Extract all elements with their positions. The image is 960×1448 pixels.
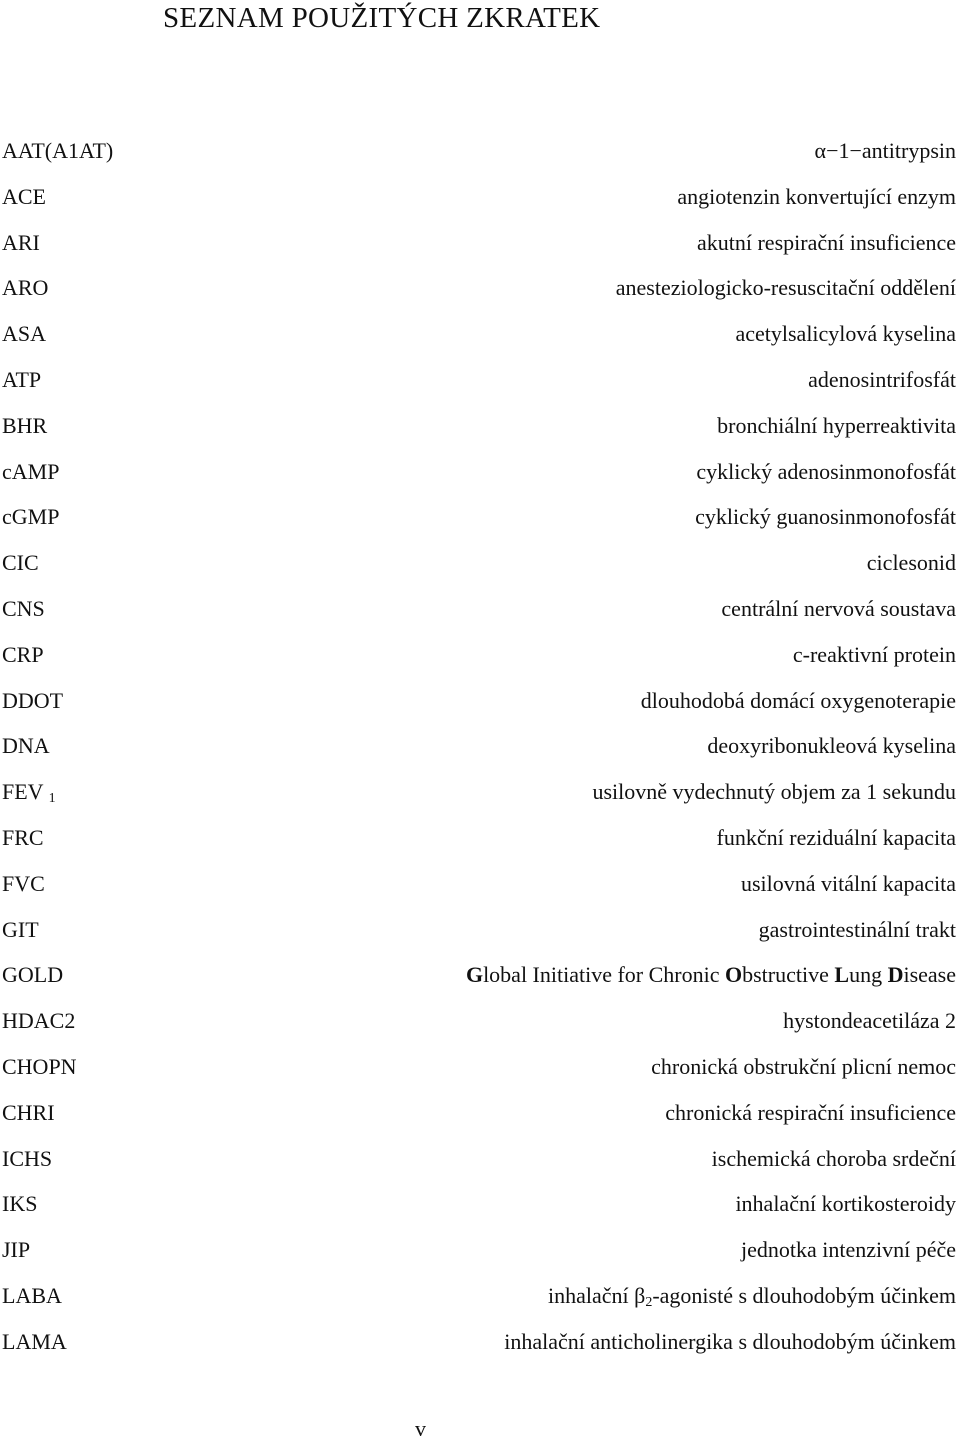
abbreviation-row: [0, 1090, 960, 1136]
meaning-fragment: bstructive: [742, 962, 835, 988]
abbreviation-row: [0, 678, 960, 724]
abbreviation-code-text: BHR: [2, 412, 48, 438]
abbreviation-row: [0, 220, 960, 266]
abbreviation-meaning: usilovná vitální kapacita: [740, 870, 956, 896]
abbreviation-code-text: DNA: [2, 733, 50, 759]
abbreviation-code: [2, 723, 50, 769]
abbreviation-code: [2, 265, 48, 311]
abbreviation-meaning: cyklický adenosinmonofosfát: [696, 458, 956, 484]
abbreviation-code-text: FEV: [2, 779, 44, 805]
meaning-fragment: G: [465, 962, 484, 988]
abbreviation-meaning: [466, 952, 956, 998]
abbreviation-row: [0, 586, 960, 632]
abbreviation-row: [0, 815, 960, 861]
meaning-fragment: D: [887, 962, 904, 988]
abbreviation-code: [2, 586, 45, 632]
abbreviation-code: [2, 128, 113, 174]
abbreviation-meaning: jednotka intenzivní péče: [740, 1237, 956, 1263]
abbreviation-code-text: GIT: [2, 916, 39, 942]
abbreviation-code-text: cGMP: [2, 504, 60, 530]
abbreviation-meaning: usilovně vydechnutý objem za 1 sekundu: [592, 779, 956, 805]
abbreviation-code-subscript: 1: [48, 791, 56, 807]
abbreviation-meaning: hystondeacetiláza 2: [783, 1008, 956, 1034]
abbreviation-meaning: inhalační kortikosteroidy: [735, 1191, 956, 1217]
abbreviation-row: [0, 1273, 960, 1319]
abbreviation-code-text: ARI: [2, 229, 40, 255]
abbreviation-meaning: acetylsalicylová kyselina: [735, 321, 956, 347]
abbreviation-row: [0, 1227, 960, 1273]
abbreviation-code-text: cAMP: [2, 458, 60, 484]
abbreviation-code: [2, 1044, 77, 1090]
abbreviation-row: [0, 174, 960, 220]
abbreviation-meaning: bronchiální hyperreaktivita: [717, 412, 956, 438]
abbreviation-code: [2, 815, 44, 861]
abbreviation-code-text: CIC: [2, 550, 39, 576]
abbreviation-meaning: angiotenzin konvertující enzym: [677, 183, 956, 209]
page-title: SEZNAM POUŽITÝCH ZKRATEK: [163, 2, 601, 34]
meaning-fragment: inhalační β: [547, 1282, 646, 1308]
abbreviation-code: [2, 678, 63, 724]
abbreviation-meaning: chronická respirační insuficience: [665, 1099, 956, 1125]
abbreviation-meaning: ciclesonid: [866, 550, 956, 576]
abbreviation-code: [2, 1181, 37, 1227]
abbreviation-row: [0, 540, 960, 586]
abbreviation-code: [2, 952, 63, 998]
meaning-fragment: isease: [903, 962, 956, 988]
abbreviation-row: [0, 494, 960, 540]
abbreviation-code-text: CNS: [2, 595, 45, 621]
abbreviation-row: [0, 723, 960, 769]
abbreviation-code: [2, 907, 39, 953]
abbreviation-row: [0, 311, 960, 357]
abbreviation-code-text: CRP: [2, 641, 44, 667]
abbreviation-row: [0, 952, 960, 998]
abbreviation-meaning: centrální nervová soustava: [721, 595, 956, 621]
page-number: v: [415, 1416, 426, 1441]
abbreviation-code-text: ICHS: [2, 1145, 53, 1171]
abbreviation-code: [2, 1227, 30, 1273]
meaning-fragment: -agonisté s dlouhodobým účinkem: [652, 1282, 956, 1308]
abbreviation-code: [2, 540, 39, 586]
abbreviation-row: [0, 265, 960, 311]
abbreviation-meaning: cyklický guanosinmonofosfát: [695, 504, 956, 530]
meaning-fragment: lobal Initiative for Chronic: [483, 962, 725, 988]
abbreviation-meaning: akutní respirační insuficience: [696, 229, 956, 255]
abbreviation-code: [2, 1273, 62, 1319]
abbreviation-code-text: CHRI: [2, 1099, 55, 1125]
abbreviation-code: [2, 632, 44, 678]
meaning-fragment: 2: [645, 1294, 653, 1310]
abbreviation-code: [2, 998, 75, 1044]
abbreviation-code-text: ACE: [2, 183, 46, 209]
abbreviation-code: [2, 449, 59, 495]
abbreviation-code-text: ARO: [2, 275, 49, 301]
abbreviation-row: [0, 998, 960, 1044]
abbreviation-code: [2, 403, 47, 449]
abbreviation-code: [2, 357, 41, 403]
abbreviation-code-text: FVC: [2, 870, 45, 896]
abbreviation-code: [2, 1090, 55, 1136]
abbreviation-code-text: DDOT: [2, 687, 64, 713]
abbreviation-code-text: HDAC2: [2, 1008, 76, 1034]
meaning-fragment: O: [725, 962, 743, 988]
abbreviation-code: [2, 1136, 52, 1182]
abbreviation-meaning: inhalační anticholinergika s dlouhodobým účinkem: [504, 1328, 956, 1354]
abbreviation-code-text: ASA: [2, 321, 47, 347]
abbreviation-meaning: [548, 1273, 956, 1319]
abbreviation-code: [2, 769, 56, 815]
abbreviation-code-text: GOLD: [2, 962, 64, 988]
abbreviation-list: [0, 128, 960, 1365]
abbreviation-meaning: gastrointestinální trakt: [758, 916, 956, 942]
abbreviation-code-text: LAMA: [2, 1328, 67, 1354]
abbreviation-code-text: FRC: [2, 824, 44, 850]
abbreviation-row: [0, 357, 960, 403]
abbreviation-code: [2, 494, 59, 540]
abbreviation-row: [0, 1044, 960, 1090]
abbreviation-code: [2, 174, 46, 220]
abbreviation-code: [2, 1319, 67, 1365]
abbreviation-meaning: adenosintrifosfát: [808, 366, 956, 392]
abbreviation-code: [2, 220, 40, 266]
abbreviation-row: [0, 907, 960, 953]
abbreviation-meaning: dlouhodobá domácí oxygenoterapie: [640, 687, 956, 713]
abbreviation-code-text: IKS: [2, 1191, 38, 1217]
abbreviation-row: [0, 403, 960, 449]
abbreviation-row: [0, 861, 960, 907]
abbreviation-row: [0, 769, 960, 815]
abbreviation-row: [0, 1136, 960, 1182]
meaning-fragment: ung: [849, 962, 888, 988]
abbreviation-meaning: α−1−antitrypsin: [814, 138, 956, 163]
abbreviation-row: [0, 632, 960, 678]
abbreviation-code: [2, 861, 45, 907]
abbreviation-meaning: c-reaktivní protein: [792, 641, 956, 667]
abbreviation-meaning: chronická obstrukční plicní nemoc: [651, 1053, 956, 1079]
abbreviation-meaning: anesteziologicko-resuscitační oddělení: [615, 275, 956, 301]
abbreviation-meaning: ischemická choroba srdeční: [711, 1145, 956, 1171]
abbreviation-code-text: AAT(A1AT): [2, 138, 114, 163]
abbreviation-row: [0, 1319, 960, 1365]
abbreviation-code-text: ATP: [2, 366, 42, 392]
meaning-fragment: L: [834, 962, 850, 988]
abbreviation-row: [0, 1181, 960, 1227]
abbreviation-code-text: CHOPN: [2, 1053, 77, 1079]
abbreviation-meaning: funkční reziduální kapacita: [716, 824, 956, 850]
abbreviation-meaning: deoxyribonukleová kyselina: [707, 733, 956, 759]
abbreviation-row: [0, 128, 960, 174]
abbreviation-row: [0, 449, 960, 495]
abbreviation-code-text: JIP: [2, 1237, 31, 1263]
abbreviation-code: [2, 311, 46, 357]
abbreviation-code-text: LABA: [2, 1282, 62, 1308]
